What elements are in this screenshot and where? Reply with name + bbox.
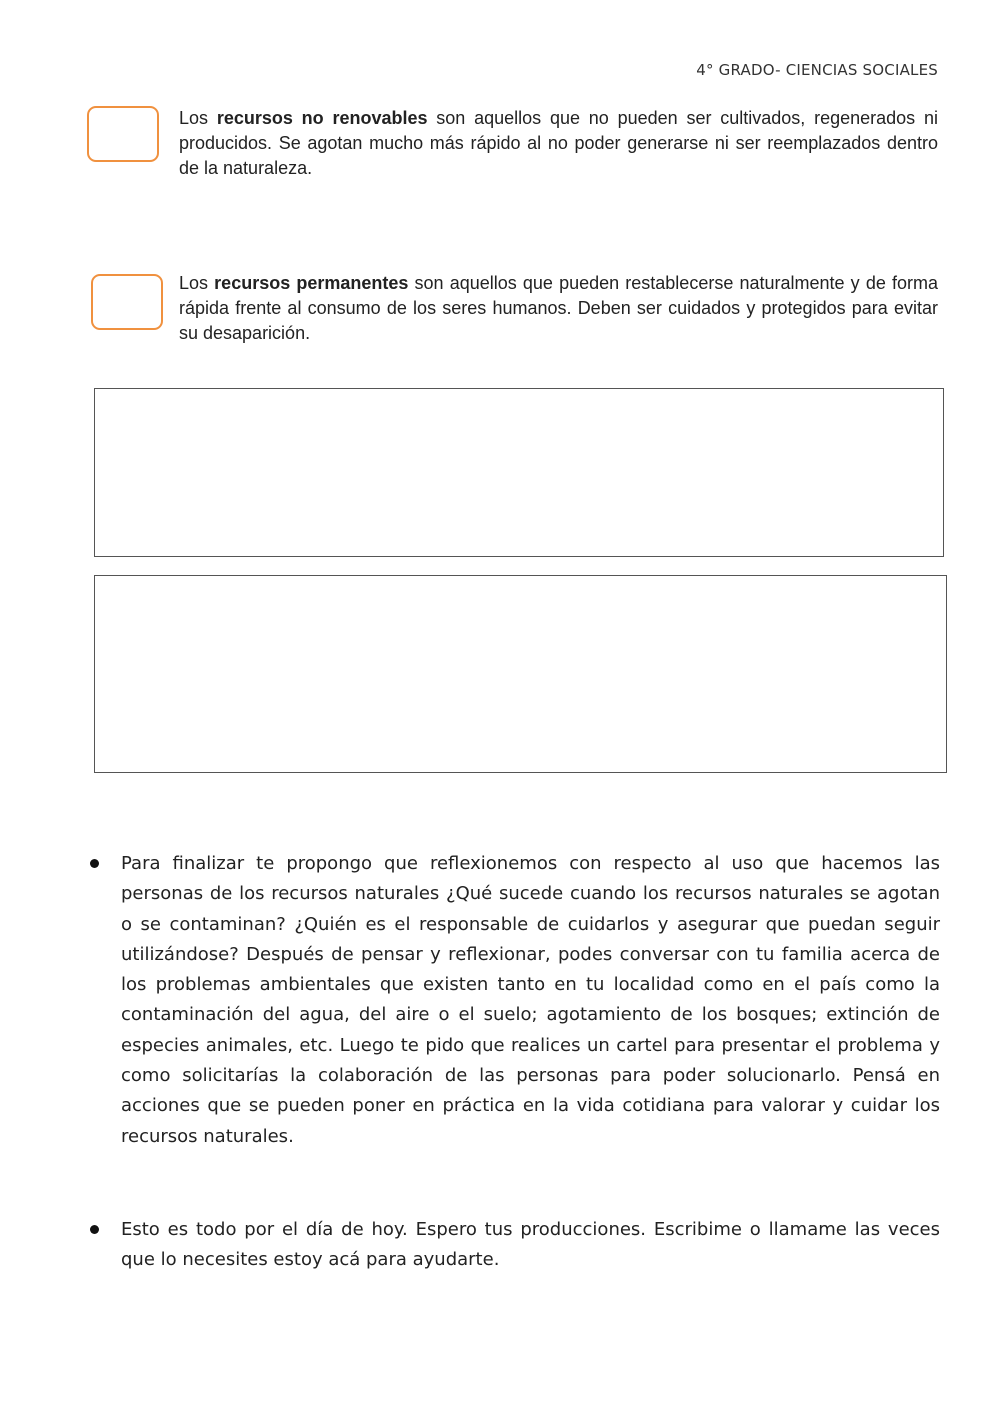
bullet-closing	[90, 1215, 940, 1276]
definition-non-renewable	[179, 106, 938, 181]
blank-answer-area-2[interactable]	[94, 575, 947, 773]
definition-prefix: Los	[179, 108, 217, 128]
definition-body: son aquellos que pueden restablecerse naturalmente y de forma rápida frente al consumo de los seres humanos. Deben ser cuidados y protegidos para evitar su desaparición.	[179, 273, 938, 343]
definition-term: recursos permanentes	[214, 273, 409, 293]
bullet-icon	[90, 859, 99, 868]
bullet-text: Para finalizar te propongo que reflexionemos con respecto al uso que hacemos las personas de los recursos naturales ¿Qué sucede cuando los recursos naturales se agotan o se contaminan? ¿Quién es el responsable de cuidarlos y asegurar que puedan seguir utilizándose? Después de pensar y reflexionar, podes conversar con tu familia acerca de los problemas ambientales que existen tanto en tu localidad como en el país como la contaminación del agua, del aire o el suelo; agotamiento de los bosques; extinción de especies animales, etc. Luego te pido que realices un cartel para presentar el problema y como solicitarías la colaboración de las personas para poder solucionarlo. Pensá en acciones que se pueden poner en práctica en la vida cotidiana para valorar y cuidar los recursos naturales.	[121, 853, 940, 1147]
answer-box-1[interactable]	[87, 106, 159, 162]
bullet-icon	[90, 1225, 99, 1234]
definition-term: recursos no renovables	[216, 108, 428, 128]
answer-box-2[interactable]	[91, 274, 163, 330]
blank-answer-area-1[interactable]	[94, 388, 944, 557]
bullet-text: Esto es todo por el día de hoy. Espero tus producciones. Escribime o llamame las veces que lo necesites estoy acá para ayudarte.	[121, 1219, 940, 1271]
page-header-title: 4° GRADO- CIENCIAS SOCIALES	[696, 61, 938, 79]
definition-body: son aquellos que no pueden ser cultivados, regenerados ni producidos. Se agotan mucho más rápido al no poder generarse ni ser reemplazados dentro de la naturaleza.	[179, 108, 938, 178]
definition-prefix: Los	[179, 273, 215, 293]
definition-permanent	[179, 271, 938, 346]
bullet-reflection	[90, 849, 940, 1152]
